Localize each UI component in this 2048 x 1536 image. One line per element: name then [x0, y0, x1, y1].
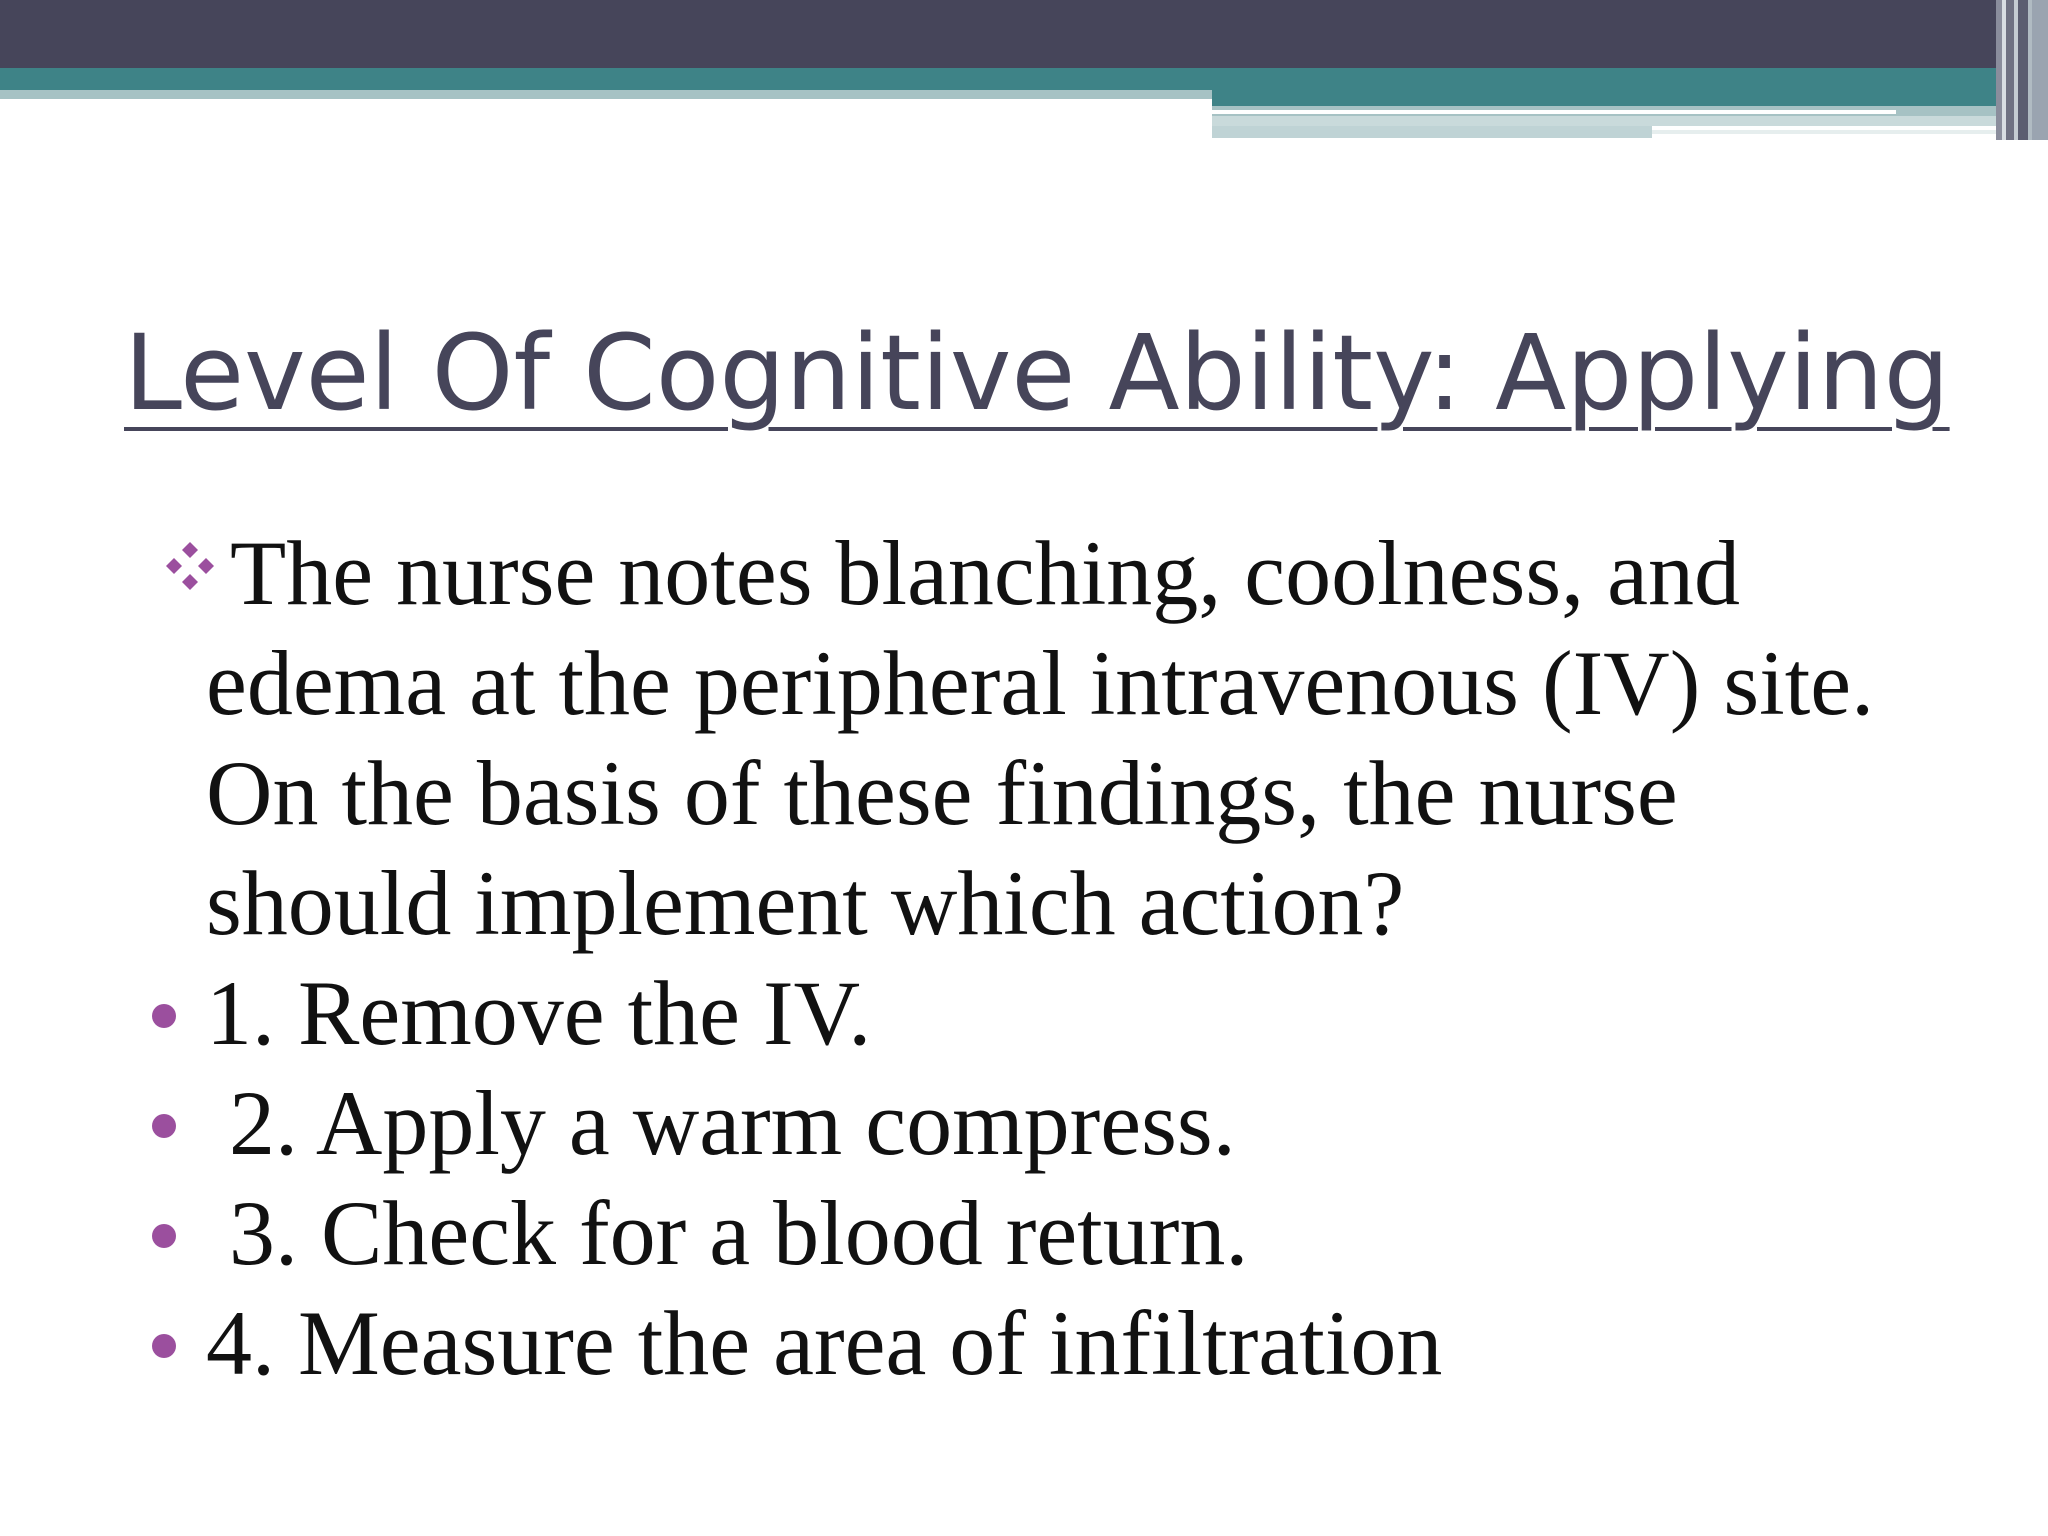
answer-option-text: 2. Apply a warm compress. [206, 1072, 1236, 1174]
answer-option-text: 1. Remove the IV. [206, 962, 872, 1064]
question-item [150, 518, 1930, 958]
question-text: The nurse notes blanching, coolness, and edema at the peripheral intravenous (IV) site. On the basis of these findings, the nurse should implement which action? [206, 522, 1875, 954]
answer-option [150, 1068, 1930, 1178]
answer-option [150, 958, 1930, 1068]
header-band-right-teal [1212, 90, 2048, 106]
answer-options [150, 958, 1930, 1398]
header-band-dark [0, 0, 2048, 68]
header-band-right-pale [1212, 116, 2048, 126]
header-band-teal [0, 68, 2048, 90]
dot-bullet-icon [152, 1224, 176, 1248]
answer-option [150, 1288, 1930, 1398]
answer-option-text: 4. Measure the area of infiltration [206, 1292, 1443, 1394]
header-band-light [0, 90, 1212, 99]
dot-bullet-icon [152, 1334, 176, 1358]
four-diamond-icon [154, 534, 226, 606]
dot-bullet-icon [152, 1114, 176, 1138]
slide-body [150, 518, 1930, 1398]
header-band-right-line [1212, 110, 1896, 114]
header-edge-strips [1996, 0, 2048, 140]
header-band-right-pale-2 [1212, 126, 1652, 138]
header-band-right-pale-3 [1652, 130, 2048, 134]
dot-bullet-icon [152, 1004, 176, 1028]
answer-option-text: 3. Check for a blood return. [206, 1182, 1249, 1284]
slide-title: Level Of Cognitive Ability: Applying [124, 312, 1950, 434]
answer-option [150, 1178, 1930, 1288]
